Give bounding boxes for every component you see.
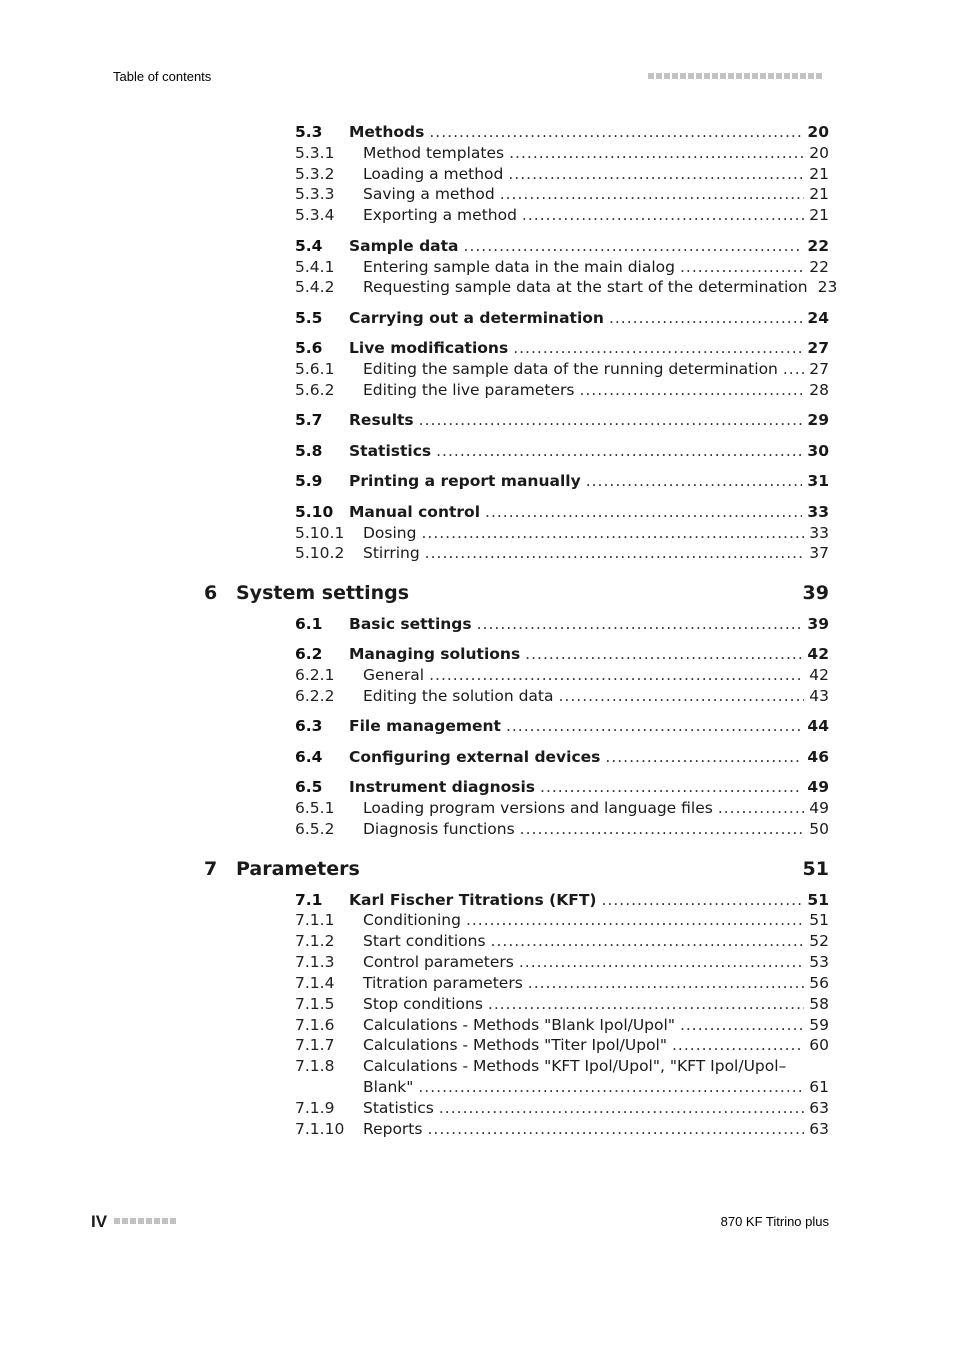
toc-entry[interactable]: 7.1 Karl Fischer Titrations (KFT) ..... 51 [295, 890, 829, 910]
toc-entry-title: Calculations - Methods "KFT Ipol/Upol", "KFT Ipol/Upol– [363, 1057, 787, 1075]
toc-entry[interactable]: 6.5.1 Loading program versions and language files ..... 49 [295, 798, 829, 818]
toc-entry[interactable]: 5.3.1 Method templates ..... 20 [295, 143, 829, 163]
toc-entry[interactable]: 5.10 Manual control ..... 33 [295, 502, 829, 522]
toc-entry-page: 37 [809, 544, 829, 562]
toc-entry-title: Entering sample data in the main dialog [363, 258, 675, 276]
toc-entry-page: 21 [809, 206, 829, 224]
toc-entry-page: 44 [807, 717, 829, 735]
toc-entry-page: 51 [809, 911, 829, 929]
page-number: IV [91, 1212, 108, 1231]
toc-entry-page: 31 [807, 472, 829, 490]
toc-entry[interactable]: 5.10.1 Dosing ..... 33 [295, 523, 829, 543]
toc-entry-title: Dosing [363, 524, 417, 542]
toc-entry-title: Blank" [363, 1078, 414, 1096]
toc-entry-page: 23 [817, 278, 838, 296]
toc-entry-title: Start conditions [363, 932, 486, 950]
toc-entry[interactable]: 7.1.4 Titration parameters ..... 56 [295, 973, 829, 993]
toc-entry[interactable]: 7.1.9 Statistics ..... 63 [295, 1098, 829, 1118]
toc-chapter-6[interactable]: 6 System settings 39 [204, 582, 829, 604]
toc-entry-title: Results [349, 411, 414, 429]
toc-entry-page: 61 [809, 1078, 829, 1096]
toc-entry[interactable]: 7.1.7 Calculations - Methods "Titer Ipol/Upol" ..... 60 [295, 1035, 829, 1055]
toc-entry-title: Live modifications [349, 339, 509, 357]
toc-entry[interactable]: 5.4 Sample data ..... 22 [295, 236, 829, 256]
toc-entry[interactable]: 5.6.1 Editing the sample data of the running determination ..... 27 [295, 359, 829, 379]
toc-entry-title: Requesting sample data at the start of the determination [363, 278, 808, 296]
toc-entry-title: Loading program versions and language files [363, 799, 713, 817]
toc-entry[interactable]: 6.3 File management ..... 44 [295, 716, 829, 736]
toc-entry-continuation[interactable] [295, 1077, 829, 1097]
toc-entry-title: Stop conditions [363, 995, 483, 1013]
toc-entry[interactable]: 6.5 Instrument diagnosis ..... 49 [295, 777, 829, 797]
toc-entry-page: 21 [809, 185, 829, 203]
chapter-title: System settings [236, 582, 410, 604]
toc-entry[interactable]: 6.2 Managing solutions ..... 42 [295, 644, 829, 664]
toc-entry-title: Configuring external devices [349, 748, 601, 766]
chapter-title: Parameters [236, 858, 360, 880]
toc-entry-title: File management [349, 717, 501, 735]
toc-entry[interactable]: 5.3.4 Exporting a method ..... 21 [295, 205, 829, 225]
toc-entry[interactable]: 6.2.1 General ..... 42 [295, 665, 829, 685]
toc-entry-page: 63 [809, 1099, 829, 1117]
toc-entry-title: Carrying out a determination [349, 309, 604, 327]
toc-entry[interactable]: 6.4 Configuring external devices ..... 46 [295, 747, 829, 767]
toc-entry-title: Reports [363, 1120, 423, 1138]
toc-entry-page: 21 [809, 165, 829, 183]
toc-entry-page: 27 [807, 339, 829, 357]
toc-entry-title: Saving a method [363, 185, 495, 203]
toc-entry-page: 33 [807, 503, 829, 521]
toc-chapter-7[interactable]: 7 Parameters 51 [204, 858, 829, 880]
toc-entry[interactable]: 5.3 Methods ..... 20 [295, 122, 829, 142]
toc-entry[interactable]: 5.5 Carrying out a determination ..... 24 [295, 308, 829, 328]
toc-entry-title: Statistics [349, 442, 432, 460]
toc-entry[interactable]: 5.6 Live modifications ..... 27 [295, 338, 829, 358]
toc-entry[interactable]: 7.1.8 Calculations - Methods "KFT Ipol/Upol", "KFT Ipol/Upol– [295, 1057, 787, 1075]
toc-entry-title: Statistics [363, 1099, 434, 1117]
toc-entry-page: 49 [809, 799, 829, 817]
toc-entry[interactable]: 6.5.2 Diagnosis functions ..... 50 [295, 819, 829, 839]
toc-entry-page: 24 [807, 309, 829, 327]
toc-entry[interactable]: 5.4.2 Requesting sample data at the start of the determination 23 [295, 278, 838, 296]
toc-entry-page: 27 [809, 360, 829, 378]
toc-entry-page: 58 [809, 995, 829, 1013]
toc-entry-page: 22 [809, 258, 829, 276]
toc-entry[interactable]: 7.1.5 Stop conditions ..... 58 [295, 994, 829, 1014]
toc-entry[interactable]: 5.4.1 Entering sample data in the main dialog ..... 22 [295, 257, 829, 277]
toc-entry[interactable]: 5.3.3 Saving a method ..... 21 [295, 184, 829, 204]
toc-entry[interactable]: 7.1.6 Calculations - Methods "Blank Ipol/Upol" ..... 59 [295, 1015, 829, 1035]
toc-entry-page: 49 [807, 778, 829, 796]
toc-entry-page: 33 [809, 524, 829, 542]
toc-entry[interactable]: 7.1.2 Start conditions ..... 52 [295, 931, 829, 951]
toc-entry[interactable]: 5.9 Printing a report manually ..... 31 [295, 471, 829, 491]
toc-entry[interactable]: 5.10.2 Stirring ..... 37 [295, 543, 829, 563]
toc-entry-page: 30 [807, 442, 829, 460]
toc-entry-title: Loading a method [363, 165, 504, 183]
toc-entry-title: Stirring [363, 544, 420, 562]
product-name: 870 KF Titrino plus [720, 1214, 829, 1229]
toc-entry[interactable]: 6.1 Basic settings ..... 39 [295, 614, 829, 634]
toc-entry-page: 42 [807, 645, 829, 663]
toc-entry[interactable]: 5.3.2 Loading a method ..... 21 [295, 164, 829, 184]
toc-entry[interactable]: 5.6.2 Editing the live parameters ..... 28 [295, 380, 829, 400]
toc-entry-title: Calculations - Methods "Titer Ipol/Upol" [363, 1036, 667, 1054]
toc-entry-page: 29 [807, 411, 829, 429]
toc-entry-title: Instrument diagnosis [349, 778, 536, 796]
toc-entry-title: Printing a report manually [349, 472, 581, 490]
toc-entry-title: Method templates [363, 144, 505, 162]
toc-entry-page: 50 [809, 820, 829, 838]
toc-entry[interactable]: 7.1.3 Control parameters ..... 53 [295, 952, 829, 972]
toc-entry-title: Editing the sample data of the running determination [363, 360, 778, 378]
toc-entry[interactable]: 7.1.1 Conditioning ..... 51 [295, 910, 829, 930]
running-header-title: Table of contents [113, 69, 212, 84]
footer-decoration [114, 1218, 176, 1224]
toc-entry-title: Karl Fischer Titrations (KFT) [349, 891, 597, 909]
toc-entry-title: Conditioning [363, 911, 461, 929]
toc-entry-page: 39 [807, 615, 829, 633]
toc-entry-title: Editing the live parameters [363, 381, 575, 399]
toc-entry-page: 53 [809, 953, 829, 971]
toc-entry-page: 60 [809, 1036, 829, 1054]
toc-entry-page: 22 [807, 237, 829, 255]
toc-entry-page: 20 [807, 123, 829, 141]
toc-entry-page: 51 [807, 891, 829, 909]
toc-entry-title: Managing solutions [349, 645, 521, 663]
toc-entry-page: 28 [809, 381, 829, 399]
toc-entry[interactable]: 5.8 Statistics ..... 30 [295, 441, 829, 461]
toc-entry-page: 46 [807, 748, 829, 766]
toc-entry-page: 42 [809, 666, 829, 684]
toc-entry-title: Sample data [349, 237, 459, 255]
chapter-page: 39 [802, 582, 829, 604]
toc-entry-title: Methods [349, 123, 425, 141]
header-decoration [648, 73, 822, 79]
toc-entry-page: 59 [809, 1016, 829, 1034]
toc-entry-title: Editing the solution data [363, 687, 554, 705]
toc-entry-title: General [363, 666, 425, 684]
toc-entry-title: Control parameters [363, 953, 514, 971]
toc-entry-page: 63 [809, 1120, 829, 1138]
toc-entry-title: Calculations - Methods "Blank Ipol/Upol" [363, 1016, 675, 1034]
toc-entry[interactable]: 6.2.2 Editing the solution data ..... 43 [295, 686, 829, 706]
toc-entry-title: Diagnosis functions [363, 820, 515, 838]
toc-entry-title: Titration parameters [363, 974, 523, 992]
toc-entry-page: 56 [809, 974, 829, 992]
toc-entry-title: Exporting a method [363, 206, 517, 224]
toc-entry-page: 20 [809, 144, 829, 162]
toc-entry[interactable]: 7.1.10 Reports ..... 63 [295, 1119, 829, 1139]
toc-entry[interactable]: 5.7 Results ..... 29 [295, 410, 829, 430]
chapter-page: 51 [802, 858, 829, 880]
toc-entry-page: 43 [809, 687, 829, 705]
toc-entry-title: Manual control [349, 503, 481, 521]
toc-entry-title: Basic settings [349, 615, 472, 633]
toc-entry-page: 52 [809, 932, 829, 950]
